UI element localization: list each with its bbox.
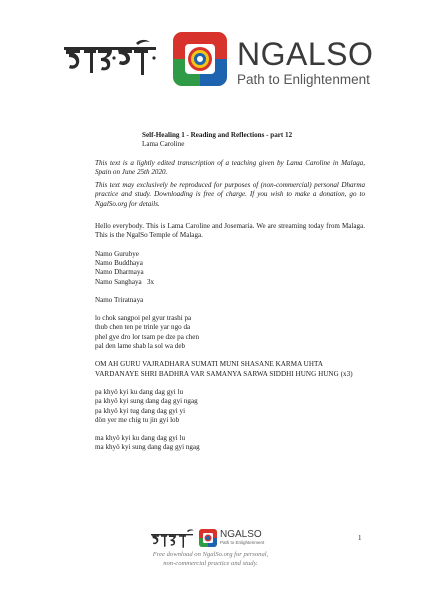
- page-header: [0, 0, 421, 120]
- mandala-logo-icon: [169, 28, 231, 90]
- page-footer: [0, 524, 421, 595]
- document-author: Lama Caroline: [142, 140, 185, 149]
- intro-paragraph: Hello everybody. This is Lama Caroline and Josemaria. We are streaming today from Malaga. This is the NgalSo Temple of Malaga.: [95, 222, 365, 240]
- footer-logo-icon: [149, 528, 219, 550]
- document-body: [95, 131, 365, 453]
- footer-brand-tagline: Path to Enlightenment: [220, 540, 265, 545]
- transcription-note: This text is a lightly edited transcription of a teaching given by Lama Caroline in Malaga, Spain on June 25th 2020.: [95, 158, 365, 176]
- brand-block: [237, 38, 373, 88]
- verse-line: ma khyö kyi sung dang dag gyi ngag: [95, 443, 200, 452]
- verse-line: pa khyö kyi ku dang dag gyi lu: [95, 387, 184, 396]
- namo-line: Namo Dharmaya: [95, 268, 144, 277]
- verse-1: [95, 314, 365, 351]
- footer-note: [100, 550, 321, 568]
- verse-line: pa khyö kyi sung dang dag gyi ngag: [95, 397, 198, 406]
- namo-line: Namo Gurubye: [95, 249, 139, 258]
- triratnaya-line: Namo Triratnaya: [95, 295, 144, 304]
- page-number: 1: [358, 534, 362, 542]
- verse-3: [95, 434, 365, 453]
- footer-note-line: non-commercial practice and study.: [163, 560, 258, 567]
- verse-line: pal den lame shab la sol wa deb: [95, 342, 186, 351]
- footer-brand: [220, 530, 264, 546]
- namo-line: Namo Buddhaya: [95, 258, 143, 267]
- brand-name: NGALSO: [237, 36, 374, 72]
- mantra: OM AH GURU VAJRADHARA SUMATI MUNI SHASANE KARMA UHTA VARDANAYE SHRI BADHRA VAR SAMANYA SARWA SIDDHI HUNG HUNG (x3): [95, 360, 353, 378]
- tibetan-script-logo-icon: [62, 37, 160, 81]
- verse-line: phel gye dro lor tsam pe dze pa chen: [95, 332, 200, 341]
- verse-line: pa khyö kyi tug dang dag gyi yi: [95, 406, 186, 415]
- verse-2: [95, 388, 365, 425]
- document-title: Self-Healing 1 - Reading and Reflections - part 12: [142, 131, 293, 139]
- footer-note-line: Free download on NgalSo.org for personal,: [152, 551, 269, 558]
- title-block: [142, 131, 365, 150]
- verse-line: thub chen ten pe trinle yar ngo da: [95, 323, 191, 332]
- footer-brand-name: NGALSO: [220, 529, 262, 540]
- namo-line: Namo Sanghaya 3x: [95, 277, 155, 286]
- namo-list: [95, 250, 365, 287]
- brand-tagline: Path to Enlightenment: [237, 72, 370, 87]
- verse-line: ma khyö kyi ku dang dag gyi lu: [95, 434, 186, 443]
- copyright-note: This text may exclusively be reproduced for purposes of (non-commercial) personal Dharma practice and study. Downloading is free of charge. If you wish to make a donation, go to NgalSo.org for details.: [95, 181, 365, 208]
- verse-line: dön yer me chig tu jin gyi lob: [95, 415, 180, 424]
- verse-line: lo chok sangpoi pel gyur trashi pa: [95, 314, 192, 323]
